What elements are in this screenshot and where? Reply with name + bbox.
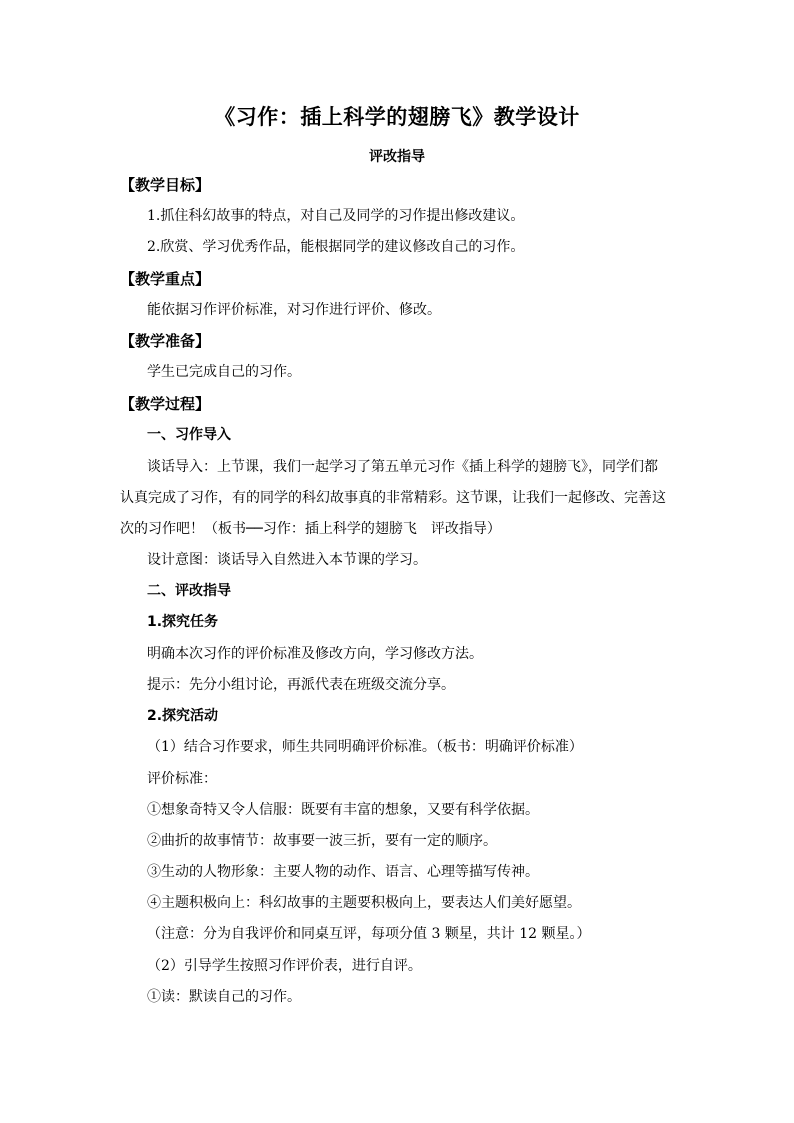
design-intent: 设计意图：谈话导入自然进入本节课的学习。 (147, 552, 427, 568)
goals-heading: 【教学目标】 (120, 176, 211, 194)
task-title: 1.探究任务 (147, 614, 219, 630)
focus-text: 能依据习作评价标准，对习作进行评价、修改。 (147, 302, 441, 318)
prep-heading: 【教学准备】 (120, 332, 211, 350)
intro-paragraph-line: 认真完成了习作，有的同学的科幻故事真的非常精彩。这节课，让我们一起修改、完善这 (120, 490, 666, 506)
goal-item: 2.欣赏、学习优秀作品，能根据同学的建议修改自己的习作。 (147, 239, 525, 255)
step-title: 一、习作导入 (147, 427, 231, 443)
criterion-item: ④主题积极向上：科幻故事的主题要积极向上，要表达人们美好愿望。 (147, 895, 581, 911)
process-heading: 【教学过程】 (120, 395, 211, 413)
criterion-item: ②曲折的故事情节：故事要一波三折，要有一定的顺序。 (147, 833, 497, 849)
criteria-label: 评价标准： (147, 771, 217, 787)
document-title: 《习作：插上科学的翅膀飞》教学设计 (214, 105, 580, 129)
focus-heading: 【教学重点】 (120, 270, 211, 288)
document-subtitle: 评改指导 (369, 149, 425, 165)
criterion-item: ③生动的人物形象：主要人物的动作、语言、心理等描写传神。 (147, 864, 539, 880)
activity-item: （1）结合习作要求，师生共同明确评价标准。（板书：明确评价标准） (147, 739, 583, 755)
prep-text: 学生已完成自己的习作。 (147, 364, 301, 380)
activity-title: 2.探究活动 (147, 708, 219, 724)
hint-text: 提示：先分小组讨论，再派代表在班级交流分享。 (147, 677, 455, 693)
task-text: 明确本次习作的评价标准及修改方向，学习修改方法。 (147, 646, 483, 662)
goal-item: 1.抓住科幻故事的特点，对自己及同学的习作提出修改建议。 (147, 208, 525, 224)
criterion-item: ①想象奇特又令人信服：既要有丰富的想象，又要有科学依据。 (147, 802, 539, 818)
intro-paragraph-line: 次的习作吧！（板书──习作：插上科学的翅膀飞 评改指导） (120, 521, 501, 537)
note-text: （注意：分为自我评价和同桌互评，每项分值 3 颗星，共计 12 颗星。） (147, 926, 591, 942)
activity-item: （2）引导学生按照习作评价表，进行自评。 (147, 958, 422, 974)
step-title: 二、评改指导 (147, 583, 231, 599)
intro-paragraph-line: 谈话导入：上节课，我们一起学习了第五单元习作《插上科学的翅膀飞》，同学们都 (147, 459, 658, 475)
read-step: ①读：默读自己的习作。 (147, 989, 301, 1005)
